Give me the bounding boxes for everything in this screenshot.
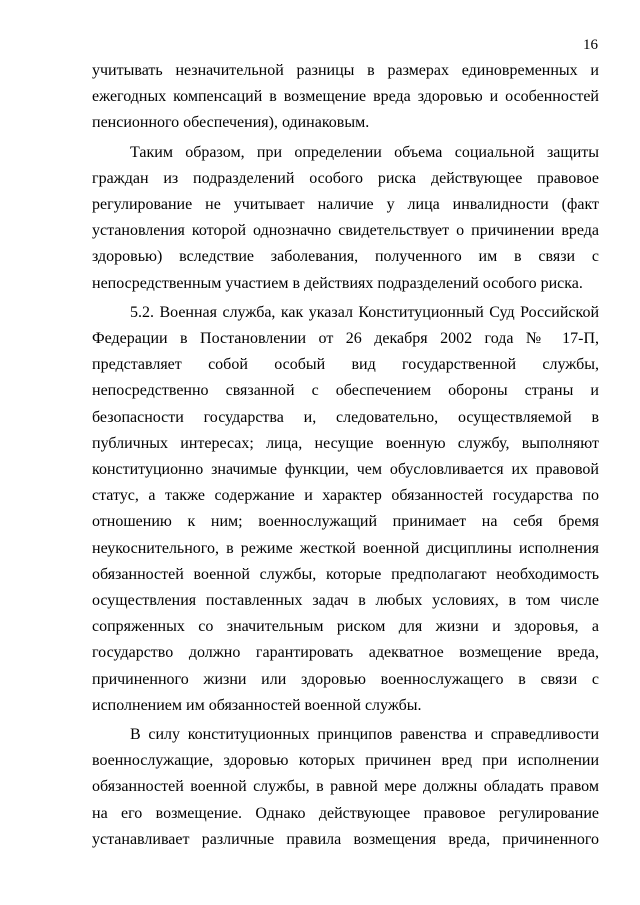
- paragraph-military-service: 5.2. Военная служба, как указал Конституционный Суд Российской Федерации в Постановлении от 26 декабря 2002 года № 17-П, представляет собой особый вид государственной службы, непосредственно связанной с обеспечением обороны страны и безопасности государства и, следовательно, осуществляемой в публичных интересах; лица, несущие военную службу, выполняют конституционно значимые функции, чем обусловливается их правовой статус, а также содержание и характер обязанностей государства по отношению к ним; военнослужащий принимает на себя бремя неукоснительного, в режиме жесткой военной дисциплины исполнения обязанностей военной службы, которые предполагают необходимость осуществления поставленных задач в любых условиях, в том числе сопряженных со значительным риском для жизни и здоровья, а государство должно гарантировать адекватное возмещение вреда, причиненного жизни или здоровью военнослужащего в связи с исполнением им обязанностей военной службы.: [92, 303, 599, 714]
- document-body: [92, 58, 599, 853]
- paragraph-equality-principles: В силу конституционных принципов равенства и справедливости военнослужащие, здоровью которых причинен вред при исполнении обязанностей военной службы, в равной мере должны обладать правом на его возмещение. Однако действующее правовое регулирование устанавливает различные правила возмещения вреда, причиненного: [92, 726, 599, 848]
- page-number: 16: [583, 37, 598, 53]
- paragraph-continuation: учитывать незначительной разницы в размерах единовременных и ежегодных компенсаций в возмещение вреда здоровью и особенностей пенсионного обеспечения), одинаковым.: [92, 62, 599, 132]
- paragraph-social-protection: Таким образом, при определении объема социальной защиты граждан из подразделений особого риска действующее правовое регулирование не учитывает наличие у лица инвалидности (факт установления которой однозначно свидетельствует о причинении вреда здоровью) вследствие заболевания, полученного им в связи с непосредственным участием в действиях подразделений особого риска.: [92, 143, 599, 292]
